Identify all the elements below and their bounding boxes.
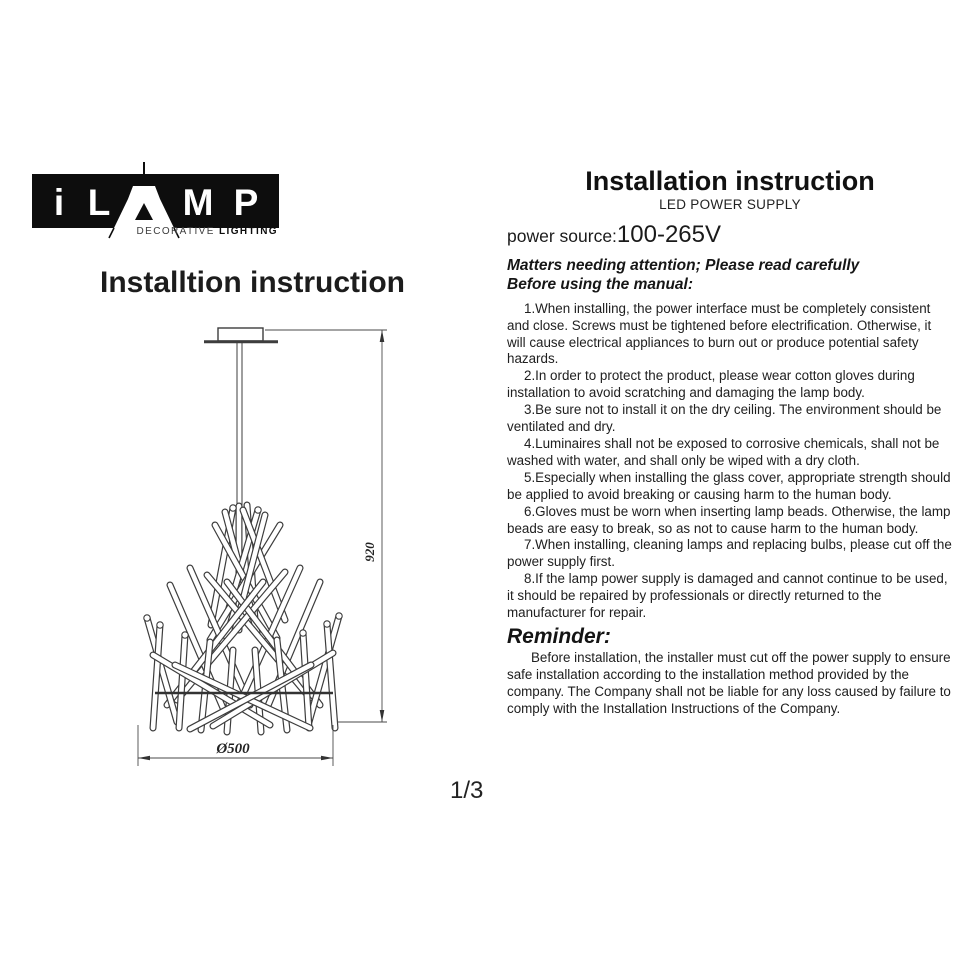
instruction-subtitle: LED POWER SUPPLY bbox=[659, 197, 801, 212]
instruction-item-6: 6.Gloves must be worn when inserting lamp beads. Otherwise, the lamp beads are easy to break, so as not to cause harm to the human body. bbox=[507, 503, 951, 536]
tagline-lighting: LIGHTING bbox=[219, 226, 278, 237]
tagline-decorative: DECORATIVE bbox=[136, 226, 215, 237]
attention-note-line2: Before using the manual: bbox=[507, 276, 694, 294]
logo-letter: i bbox=[53, 182, 65, 223]
stick-cluster bbox=[144, 505, 342, 732]
instruction-panel bbox=[507, 166, 953, 718]
left-page-title: Installtion instruction bbox=[100, 266, 405, 299]
reminder-text: Before installation, the installer must cut off the power supply to ensure safe installation according to the installation method provided by the company. The Company shall not be liable for any loss caused by failure to comply with the Installation Instructions of the Company. bbox=[507, 649, 951, 716]
height-dimension-label: 920 bbox=[362, 542, 377, 562]
logo-tagline bbox=[32, 226, 278, 237]
instruction-list bbox=[507, 301, 953, 622]
instruction-item-2: 2.In order to protect the product, please wear cotton gloves during installation to avoid scratching and damaging the lamp body. bbox=[507, 368, 915, 401]
logo-letter: L bbox=[87, 182, 111, 223]
attention-note-line1: Matters needing attention; Please read carefully bbox=[507, 257, 860, 274]
power-source-label: power source: bbox=[507, 226, 617, 246]
instruction-item-4: 4.Luminaires shall not be exposed to corrosive chemicals, shall not be washed with water, and shall only be wiped with a dry cloth. bbox=[507, 436, 940, 468]
power-source-value: 100-265V bbox=[616, 221, 722, 248]
lamp-dimension-drawing bbox=[115, 320, 405, 780]
page-number: 1/3 bbox=[450, 777, 484, 804]
instruction-item-3: 3.Be sure not to install it on the dry ceiling. The environment should be ventilated and dry. bbox=[507, 402, 942, 435]
instruction-title: Installation instruction bbox=[585, 166, 875, 196]
instruction-item-7: 7.When installing, cleaning lamps and replacing bulbs, please cut off the power supply first. bbox=[507, 537, 952, 570]
logo-letter: M bbox=[182, 182, 214, 223]
attention-note bbox=[507, 256, 953, 295]
instruction-item-1: 1.When installing, the power interface must be completely consistent and close. Screws must be tightened before electrification. Otherwise, it will cause electrical appliances to burn out or produce potential safety hazards. bbox=[507, 300, 932, 367]
logo-letter: P bbox=[233, 182, 259, 223]
power-source-line bbox=[507, 221, 953, 249]
instruction-item-5: 5.Especially when installing the glass cover, appropriate strength should be applied to avoid breaking or causing harm to the human body. bbox=[507, 469, 951, 502]
instruction-item-8: 8.If the lamp power supply is damaged and cannot continue to be used, it should be repaired by professionals or directly returned to the manufacturer for repair. bbox=[507, 571, 948, 621]
reminder-title: Reminder: bbox=[507, 624, 611, 648]
diameter-dimension-label: Ø500 bbox=[216, 741, 250, 757]
